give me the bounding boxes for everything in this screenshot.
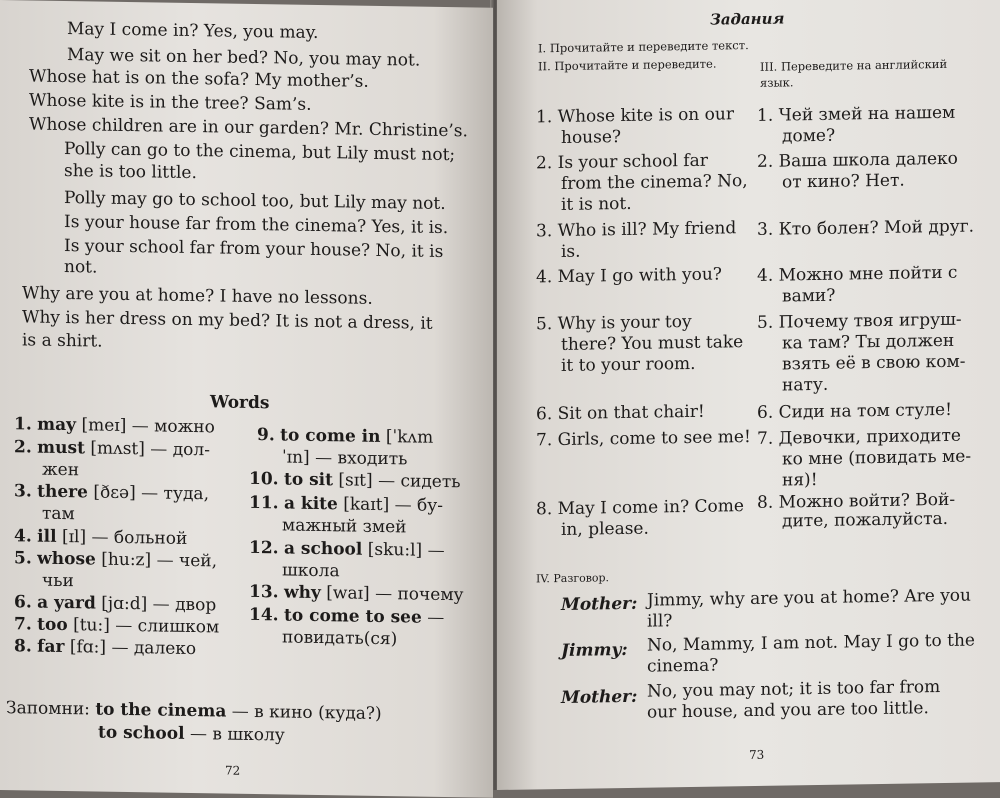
dialogue-line: our house, and you are too little.: [647, 698, 929, 723]
word-russian-cont: мажный змей: [282, 515, 407, 538]
word-russian: — чей,: [156, 550, 218, 572]
russian-sentence: взять её в свою ком-: [782, 351, 966, 375]
russian-sentence: нату.: [782, 374, 829, 396]
english-sentence: 2. Is your school far: [536, 150, 708, 174]
word-english: to sit: [283, 469, 333, 491]
word-number: 12.: [249, 537, 279, 559]
word-transcription: [sɪt]: [338, 470, 373, 491]
word-number: 9.: [257, 425, 275, 446]
russian-sentence: 1. Чей змей на нашем: [757, 102, 956, 126]
word-entry: [14, 526, 187, 549]
dialogue-line: No, Mammy, I am not. May I go to the: [647, 630, 975, 656]
word-russian: —: [427, 540, 445, 561]
speaker-label: Jimmy:: [561, 639, 628, 661]
word-entry: [14, 614, 219, 637]
russian-sentence: доме?: [782, 125, 836, 147]
word-entry: [249, 469, 461, 492]
text-line: is a shirt.: [22, 330, 103, 352]
english-sentence: 7. Girls, come to see me!: [536, 427, 751, 451]
word-entry: [14, 481, 209, 504]
left-page: [0, 0, 493, 798]
word-english: too: [37, 614, 68, 636]
russian-sentence: дите, пожалуйста.: [782, 508, 949, 532]
russian-sentence: 8. Можно войти? Вой-: [757, 489, 956, 513]
text-line: Whose hat is on the sofa? My mother’s.: [29, 66, 369, 92]
english-sentence: there? You must take: [561, 332, 744, 355]
word-transcription: [fɑ:]: [69, 637, 107, 658]
right-page: [497, 0, 1000, 790]
word-transcription: [mʌst]: [90, 438, 145, 460]
word-english: a kite: [283, 493, 338, 515]
remember-line: [98, 723, 285, 746]
russian-sentence: ка там? Ты должен: [782, 330, 955, 354]
task-instruction: I. Прочитайте и переведите текст.: [538, 38, 749, 56]
word-english: why: [283, 582, 321, 604]
word-number: 8.: [14, 636, 32, 657]
word-russian: — дол-: [150, 439, 210, 461]
page-number: 73: [749, 747, 765, 763]
russian-sentence: от кино? Нет.: [782, 170, 905, 193]
word-entry: [14, 437, 210, 460]
russian-sentence: 2. Ваша школа далеко: [757, 148, 958, 172]
words-heading: Words: [210, 392, 270, 414]
word-entry: [14, 592, 216, 615]
word-russian: — слишком: [115, 615, 220, 638]
russian-sentence: 3. Кто болен? Мой друг.: [757, 216, 975, 240]
word-russian: — туда,: [141, 483, 209, 505]
english-sentence: in, please.: [561, 518, 649, 540]
word-number: 11.: [249, 492, 279, 514]
remember-label: Запомни:: [6, 698, 90, 720]
word-number: 6.: [14, 592, 32, 613]
remember-english: to the cinema: [95, 699, 227, 722]
word-transcription: [sku:l]: [367, 539, 423, 561]
english-sentence: 8. May I come in? Come: [536, 496, 744, 520]
page-number: 72: [225, 763, 241, 778]
word-russian-cont: ˈɪn] — входить: [282, 447, 408, 470]
remember-russian: — в школу: [189, 723, 285, 746]
word-english: to come to see: [283, 605, 422, 628]
word-english: must: [37, 437, 85, 459]
russian-sentence: 6. Сиди на том стуле!: [757, 399, 952, 423]
word-transcription: [tu:]: [73, 615, 110, 636]
speaker-label: Mother:: [561, 686, 638, 708]
word-entry: [249, 582, 464, 605]
word-number: 2.: [14, 437, 32, 458]
english-sentence: 4. May I go with you?: [536, 264, 722, 288]
word-russian-cont: повидать(ся): [282, 627, 398, 650]
dialogue-line: ill?: [647, 611, 673, 632]
word-english: a school: [283, 538, 363, 560]
speaker-label: Mother:: [561, 593, 638, 615]
word-entry: [14, 414, 215, 437]
word-russian: — можно: [131, 416, 215, 438]
word-russian-cont: чьи: [42, 570, 74, 592]
text-line: Whose kite is in the tree? Sam’s.: [29, 90, 312, 115]
english-sentence: is.: [561, 241, 581, 262]
word-entry: [249, 538, 445, 561]
word-english: a yard: [37, 592, 96, 614]
word-transcription: [hu:z]: [101, 549, 152, 571]
word-number: 1.: [14, 414, 32, 435]
text-line: May we sit on her bed? No, you may not.: [67, 45, 421, 71]
word-russian: —: [427, 607, 445, 628]
russian-sentence: ко мне (повидать ме-: [782, 446, 972, 470]
word-transcription: [meɪ]: [81, 415, 127, 436]
word-transcription: [ɪl]: [61, 526, 87, 548]
word-russian-cont: жен: [42, 459, 80, 481]
word-transcription: [ðɛə]: [93, 482, 136, 504]
word-english: to come in: [280, 425, 381, 447]
word-russian: — двор: [152, 594, 217, 616]
word-english: there: [37, 481, 88, 503]
word-number: 3.: [14, 481, 32, 502]
dialogue-line: Jimmy, why are you at home? Are you: [647, 585, 971, 611]
dialogue-line: cinema?: [647, 655, 719, 677]
english-sentence: 1. Whose kite is on our: [536, 104, 734, 128]
word-number: 10.: [249, 468, 279, 490]
remember-english: to school: [98, 722, 185, 744]
word-russian: — больной: [91, 527, 188, 549]
word-russian-cont: там: [42, 503, 75, 525]
text-line: Is your school far from your house? No, it is: [64, 236, 444, 262]
english-sentence: 5. Why is your toy: [536, 311, 692, 335]
task-instruction: язык.: [760, 75, 794, 90]
word-entry: [14, 548, 217, 571]
english-sentence: 3. Who is ill? My friend: [536, 218, 737, 242]
text-line: Polly may go to school too, but Lily may not.: [64, 188, 446, 215]
russian-sentence: ня)!: [782, 469, 818, 491]
text-line: May I come in? Yes, you may.: [67, 19, 319, 44]
word-russian: — бу-: [394, 495, 444, 516]
word-entry: [249, 493, 443, 516]
word-entry: [257, 425, 433, 448]
word-english: whose: [37, 548, 96, 570]
remember-russian: — в кино (куда?): [231, 701, 382, 724]
english-sentence: 6. Sit on that chair!: [536, 401, 705, 425]
word-number: 4.: [14, 526, 32, 547]
word-entry: [249, 605, 444, 628]
russian-sentence: 4. Можно мне пойти с: [757, 262, 958, 286]
word-number: 14.: [249, 604, 279, 626]
english-sentence: it to your room.: [561, 353, 696, 376]
text-line: Why is her dress on my bed? It is not a dress, it: [22, 307, 433, 334]
text-line: Is your house far from the cinema? Yes, it is.: [64, 212, 449, 239]
word-transcription: [jɑ:d]: [101, 593, 148, 615]
word-english: ill: [37, 526, 57, 547]
text-line: she is too little.: [64, 161, 197, 184]
english-sentence: it is not.: [561, 193, 632, 215]
text-line: Why are you at home? I have no lessons.: [22, 283, 373, 309]
task-instruction: IV. Разговор.: [536, 571, 610, 586]
text-line: Whose children are in our garden? Mr. Christine’s.: [29, 114, 468, 142]
word-russian: — далеко: [111, 637, 197, 660]
tasks-heading: Задания: [710, 9, 785, 29]
dialogue-line: No, you may not; it is too far from: [647, 677, 941, 702]
word-russian: — сидеть: [378, 470, 461, 493]
text-line: not.: [64, 257, 98, 278]
word-number: 5.: [14, 548, 32, 569]
remember-line: [6, 698, 382, 724]
task-instruction: III. Переведите на английский: [760, 56, 948, 74]
word-english: far: [37, 636, 65, 658]
task-instruction: II. Прочитайте и переведите.: [538, 56, 717, 74]
word-entry: [14, 636, 196, 659]
word-number: 13.: [249, 581, 279, 603]
russian-sentence: 7. Девочки, приходите: [757, 425, 961, 449]
english-sentence: from the cinema? No,: [561, 171, 748, 194]
word-english: may: [37, 414, 77, 436]
word-transcription: [ˈkʌm: [385, 427, 434, 448]
russian-sentence: 5. Почему твоя игруш-: [757, 309, 962, 333]
word-transcription: [waɪ]: [326, 583, 370, 604]
word-russian: — почему: [375, 583, 464, 606]
russian-sentence: вами?: [782, 285, 836, 307]
text-line: Polly can go to the cinema, but Lily must not;: [64, 139, 456, 166]
word-number: 7.: [14, 614, 32, 635]
english-sentence: house?: [561, 127, 622, 148]
word-russian-cont: школа: [282, 560, 340, 582]
word-transcription: [kaɪt]: [343, 494, 390, 516]
